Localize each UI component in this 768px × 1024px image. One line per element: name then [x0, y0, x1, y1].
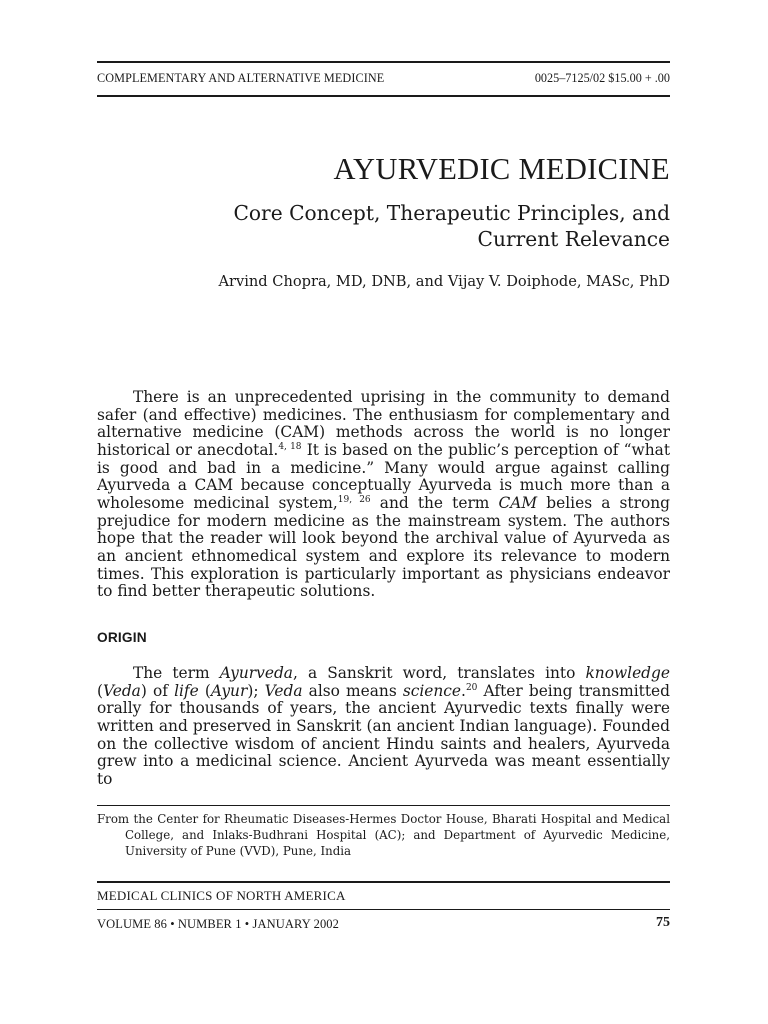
citation-ref: 20	[465, 682, 478, 693]
origin-emphasis: science	[402, 681, 462, 700]
origin-text: );	[247, 681, 265, 700]
page-number: 75	[656, 915, 670, 930]
origin-text: (	[198, 681, 211, 700]
origin-text: ) of	[140, 681, 175, 700]
intro-text-1: There is an unprecedented uprising in the community to demand safer (and effective) medicines. The enthusiasm for complementary and alternative medicine (CAM) methods across the world is no longer historical or anecdotal.	[97, 388, 670, 459]
intro-emphasis-cam: CAM	[498, 493, 538, 512]
origin-text: After being transmitted orally for thousands of years, the ancient Ayurvedic texts finally were written and preserved in Sanskrit (an ancient Indian language). Founded on the collective wisdom of ancient Hindu saints and healers, Ayurveda grew into a medicinal science. Ancient Ayurveda was meant essentially to	[97, 681, 670, 788]
footer-top-rule	[97, 881, 670, 883]
origin-emphasis: Ayur	[210, 681, 248, 700]
citation-ref: 19, 26	[337, 494, 371, 505]
article-authors: Arvind Chopra, MD, DNB, and Vijay V. Doiphode, MASc, PhD	[218, 273, 670, 290]
origin-emphasis: life	[174, 681, 199, 700]
origin-emphasis: Veda	[264, 681, 303, 700]
article-title: AYURVEDIC MEDICINE	[333, 152, 670, 186]
origin-text: (	[97, 681, 104, 700]
footnote-rule	[97, 805, 670, 806]
footer-journal-name: MEDICAL CLINICS OF NORTH AMERICA	[97, 888, 346, 903]
intro-text-2: It is based on the public’s perception of “what is good and bad in a medicine.” Many would argue against calling Ayurveda a CAM because conceptually Ayurveda is much more than a wholesome medicinal system,	[97, 440, 671, 512]
origin-emphasis: Veda	[103, 681, 141, 700]
journal-section-label: COMPLEMENTARY AND ALTERNATIVE MEDICINE	[97, 71, 385, 85]
intro-text-4: belies a strong prejudice for modern medicine as the mainstream system. The authors hope that the reader will look beyond the archival value of Ayurveda as an ancient ethnomedical system and explore its relevance to modern times. This exploration is particularly important as physicians endeavor to find better therapeutic solutions.	[97, 493, 670, 601]
origin-paragraph	[97, 665, 670, 789]
citation-ref: 4, 18	[278, 441, 302, 452]
footer-volume-info: VOLUME 86 • NUMBER 1 • JANUARY 2002	[97, 917, 340, 931]
section-heading-origin: ORIGIN	[97, 630, 147, 645]
article-subtitle: Core Concept, Therapeutic Principles, and Current Relevance	[233, 201, 670, 251]
affiliation-footnote: From the Center for Rheumatic Diseases-Hermes Doctor House, Bharati Hospital and Medical College, and Inlaks-Budhrani Hospital (AC); and Department of Ayurvedic Medicine, University of Pune (VVD), Pune, India	[97, 812, 670, 858]
intro-paragraph	[97, 389, 670, 601]
header-bottom-rule	[97, 95, 670, 97]
origin-text: also means	[302, 681, 403, 700]
origin-text: , a Sanskrit word, translates into	[292, 664, 586, 682]
origin-text: .	[461, 681, 466, 700]
footer-middle-rule	[97, 909, 670, 910]
header-top-rule	[97, 61, 670, 63]
intro-text-3: and the term	[370, 493, 499, 512]
origin-emphasis: Ayurveda	[219, 664, 293, 682]
origin-text: The term	[133, 664, 220, 682]
origin-emphasis: knowledge	[585, 664, 670, 682]
issn-price-code: 0025–7125/02 $15.00 + .00	[534, 71, 670, 85]
